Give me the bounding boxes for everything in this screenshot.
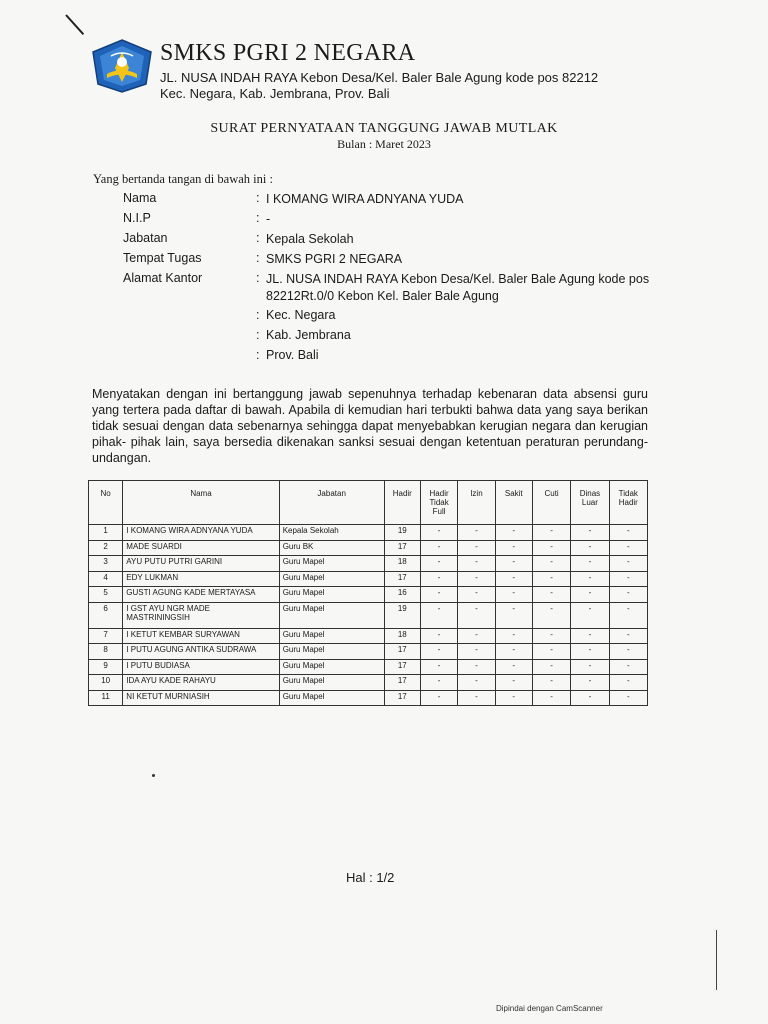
- cell-value: -: [532, 556, 570, 572]
- table-body: [89, 525, 648, 706]
- column-header: Dinas Luar: [571, 481, 609, 525]
- cell-value: 19: [384, 525, 420, 541]
- cell-jabatan: Guru BK: [279, 540, 384, 556]
- table-row: [89, 525, 648, 541]
- column-header: Tidak Hadir: [609, 481, 647, 525]
- field-value: I KOMANG WIRA ADNYANA YUDA: [266, 192, 464, 206]
- cell-no: 9: [89, 659, 123, 675]
- field-colon: :: [256, 271, 260, 285]
- cell-value: -: [571, 556, 609, 572]
- field-label: Alamat Kantor: [123, 271, 203, 285]
- cell-nama: I PUTU BUDIASA: [123, 659, 279, 675]
- cell-jabatan: Guru Mapel: [279, 675, 384, 691]
- cell-value: -: [609, 571, 647, 587]
- document-month: Bulan : Maret 2023: [337, 137, 431, 151]
- cell-value: -: [609, 525, 647, 541]
- cell-nama: EDY LUKMAN: [123, 571, 279, 587]
- cell-value: -: [609, 556, 647, 572]
- cell-value: -: [420, 587, 457, 603]
- cell-value: -: [532, 602, 570, 628]
- column-header: Izin: [458, 481, 495, 525]
- field-nip: [123, 211, 656, 228]
- table-row: [89, 628, 648, 644]
- table-row: [89, 675, 648, 691]
- cell-nama: IDA AYU KADE RAHAYU: [123, 675, 279, 691]
- cell-value: 18: [384, 556, 420, 572]
- cell-value: -: [495, 644, 532, 660]
- table-row: [89, 644, 648, 660]
- field-colon: :: [256, 231, 260, 245]
- cell-value: -: [420, 644, 457, 660]
- table-row: [89, 602, 648, 628]
- cell-value: -: [571, 525, 609, 541]
- cell-value: -: [495, 571, 532, 587]
- cell-nama: I KETUT KEMBAR SURYAWAN: [123, 628, 279, 644]
- page-edge-line: [716, 930, 717, 990]
- intro-text: Yang bertanda tangan di bawah ini :: [93, 172, 273, 186]
- cell-value: 16: [384, 587, 420, 603]
- column-header: Hadir: [384, 481, 420, 525]
- cell-nama: NI KETUT MURNIASIH: [123, 690, 279, 706]
- cell-value: -: [609, 540, 647, 556]
- cell-no: 1: [89, 525, 123, 541]
- cell-value: -: [532, 571, 570, 587]
- cell-value: -: [458, 587, 495, 603]
- table-row: [89, 659, 648, 675]
- school-address-line1: JL. NUSA INDAH RAYA Kebon Desa/Kel. Baler Bale Agung kode pos 82212: [160, 70, 599, 85]
- school-address-line2: Kec. Negara, Kab. Jembrana, Prov. Bali: [160, 86, 390, 101]
- cell-value: 17: [384, 659, 420, 675]
- cell-jabatan: Guru Mapel: [279, 587, 384, 603]
- cell-value: -: [420, 556, 457, 572]
- cell-value: 17: [384, 690, 420, 706]
- field-value: JL. NUSA INDAH RAYA Kebon Desa/Kel. Baler Bale Agung kode pos 82212Rt.0/0 Kebon Kel. Baler Bale Agung: [266, 272, 650, 303]
- column-header: Cuti: [532, 481, 570, 525]
- cell-value: -: [458, 644, 495, 660]
- cell-value: -: [495, 659, 532, 675]
- cell-value: -: [571, 659, 609, 675]
- cell-value: -: [420, 628, 457, 644]
- field-value: -: [266, 212, 271, 226]
- field-colon: :: [256, 348, 260, 362]
- cell-no: 6: [89, 602, 123, 628]
- cell-nama: AYU PUTU PUTRI GARINI: [123, 556, 279, 572]
- attendance-table: [88, 480, 648, 706]
- cell-value: -: [532, 675, 570, 691]
- address-extra-prov: [256, 348, 319, 362]
- field-label: N.I.P: [123, 211, 151, 225]
- cell-value: -: [495, 525, 532, 541]
- cell-no: 8: [89, 644, 123, 660]
- cell-value: -: [495, 602, 532, 628]
- cell-value: -: [458, 571, 495, 587]
- cell-value: -: [495, 690, 532, 706]
- cell-nama: GUSTI AGUNG KADE MERTAYASA: [123, 587, 279, 603]
- page-number: Hal : 1/2: [346, 870, 395, 885]
- cell-value: -: [420, 675, 457, 691]
- scanner-watermark: Dipindai dengan CamScanner: [496, 1004, 603, 1013]
- column-header: Nama: [123, 481, 279, 525]
- address-extra-kec: [256, 308, 335, 322]
- cell-value: -: [609, 675, 647, 691]
- cell-no: 10: [89, 675, 123, 691]
- column-header: Sakit: [495, 481, 532, 525]
- cell-nama: I PUTU AGUNG ANTIKA SUDRAWA: [123, 644, 279, 660]
- cell-value: -: [532, 587, 570, 603]
- cell-value: -: [420, 659, 457, 675]
- cell-no: 7: [89, 628, 123, 644]
- cell-value: -: [609, 690, 647, 706]
- cell-value: -: [495, 556, 532, 572]
- cell-value: -: [571, 628, 609, 644]
- cell-value: 17: [384, 540, 420, 556]
- cell-value: -: [420, 690, 457, 706]
- cell-nama: I GST AYU NGR MADE MASTRININGSIH: [123, 602, 279, 628]
- address-extra-value: Kab. Jembrana: [266, 328, 351, 342]
- cell-value: -: [532, 644, 570, 660]
- cell-value: 18: [384, 628, 420, 644]
- field-label: Jabatan: [123, 231, 168, 245]
- cell-value: -: [458, 659, 495, 675]
- table-row: [89, 540, 648, 556]
- cell-value: 17: [384, 571, 420, 587]
- cell-value: -: [571, 690, 609, 706]
- cell-jabatan: Guru Mapel: [279, 628, 384, 644]
- school-logo-icon: [91, 38, 153, 94]
- cell-value: -: [571, 540, 609, 556]
- field-colon: :: [256, 191, 260, 205]
- cell-value: -: [532, 690, 570, 706]
- cell-value: -: [571, 644, 609, 660]
- column-header: Jabatan: [279, 481, 384, 525]
- field-nama: [123, 191, 656, 208]
- cell-value: -: [458, 525, 495, 541]
- cell-no: 5: [89, 587, 123, 603]
- field-label: Nama: [123, 191, 157, 205]
- field-value: Kepala Sekolah: [266, 232, 354, 246]
- cell-value: -: [532, 525, 570, 541]
- field-value: SMKS PGRI 2 NEGARA: [266, 252, 403, 266]
- cell-value: -: [420, 571, 457, 587]
- ink-dot: [152, 774, 155, 777]
- field-colon: :: [256, 211, 260, 225]
- cell-value: -: [571, 587, 609, 603]
- table-row: [89, 587, 648, 603]
- cell-value: 17: [384, 644, 420, 660]
- cell-value: -: [458, 602, 495, 628]
- cell-value: -: [495, 587, 532, 603]
- document-title: SURAT PERNYATAAN TANGGUNG JAWAB MUTLAK: [210, 121, 558, 136]
- cell-value: -: [458, 628, 495, 644]
- field-tempat-tugas: [123, 251, 656, 268]
- cell-no: 4: [89, 571, 123, 587]
- cell-value: -: [495, 540, 532, 556]
- cell-value: -: [571, 602, 609, 628]
- table-row: [89, 556, 648, 572]
- field-colon: :: [256, 251, 260, 265]
- school-name: SMKS PGRI 2 NEGARA: [160, 40, 416, 66]
- cell-value: -: [458, 675, 495, 691]
- cell-jabatan: Guru Mapel: [279, 690, 384, 706]
- pen-mark: [65, 14, 84, 35]
- cell-nama: MADE SUARDI: [123, 540, 279, 556]
- cell-value: -: [532, 628, 570, 644]
- cell-value: -: [420, 540, 457, 556]
- cell-value: -: [609, 644, 647, 660]
- cell-value: -: [532, 540, 570, 556]
- cell-no: 3: [89, 556, 123, 572]
- cell-value: -: [458, 690, 495, 706]
- cell-jabatan: Kepala Sekolah: [279, 525, 384, 541]
- cell-value: -: [458, 556, 495, 572]
- cell-value: -: [609, 602, 647, 628]
- cell-value: -: [571, 571, 609, 587]
- cell-value: -: [571, 675, 609, 691]
- cell-value: 19: [384, 602, 420, 628]
- column-header: No: [89, 481, 123, 525]
- cell-no: 2: [89, 540, 123, 556]
- cell-jabatan: Guru Mapel: [279, 659, 384, 675]
- statement-paragraph: Menyatakan dengan ini bertanggung jawab sepenuhnya terhadap kebenaran data absensi guru yang tertera pada daftar di bawah. Apabila di kemudian hari terbukti bahwa data yang saya berikan tidak sesuai dengan data sebenarnya sehingga dapat menyebabkan kerugian negara dan kerugian pihak- pihak lain, saya bersedia dikenakan sanksi sesuai dengan ketentuan peraturan perundang-undangan.: [92, 387, 648, 465]
- field-alamat-kantor: [123, 271, 656, 305]
- table-row: [89, 690, 648, 706]
- cell-no: 11: [89, 690, 123, 706]
- address-extra-value: Prov. Bali: [266, 348, 319, 362]
- cell-value: -: [420, 602, 457, 628]
- field-label: Tempat Tugas: [123, 251, 202, 265]
- address-extra-kab: [256, 328, 351, 342]
- cell-jabatan: Guru Mapel: [279, 602, 384, 628]
- table-row: [89, 571, 648, 587]
- cell-value: -: [532, 659, 570, 675]
- table-header-row: [89, 481, 648, 525]
- cell-jabatan: Guru Mapel: [279, 571, 384, 587]
- cell-value: -: [495, 628, 532, 644]
- field-colon: :: [256, 328, 260, 342]
- column-header: Hadir Tidak Full: [420, 481, 457, 525]
- cell-jabatan: Guru Mapel: [279, 644, 384, 660]
- cell-value: 17: [384, 675, 420, 691]
- address-extra-value: Kec. Negara: [266, 308, 336, 322]
- field-colon: :: [256, 308, 260, 322]
- cell-value: -: [495, 675, 532, 691]
- cell-nama: I KOMANG WIRA ADNYANA YUDA: [123, 525, 279, 541]
- cell-value: -: [609, 587, 647, 603]
- cell-value: -: [458, 540, 495, 556]
- cell-value: -: [420, 525, 457, 541]
- cell-jabatan: Guru Mapel: [279, 556, 384, 572]
- cell-value: -: [609, 659, 647, 675]
- field-jabatan: [123, 231, 656, 248]
- cell-value: -: [609, 628, 647, 644]
